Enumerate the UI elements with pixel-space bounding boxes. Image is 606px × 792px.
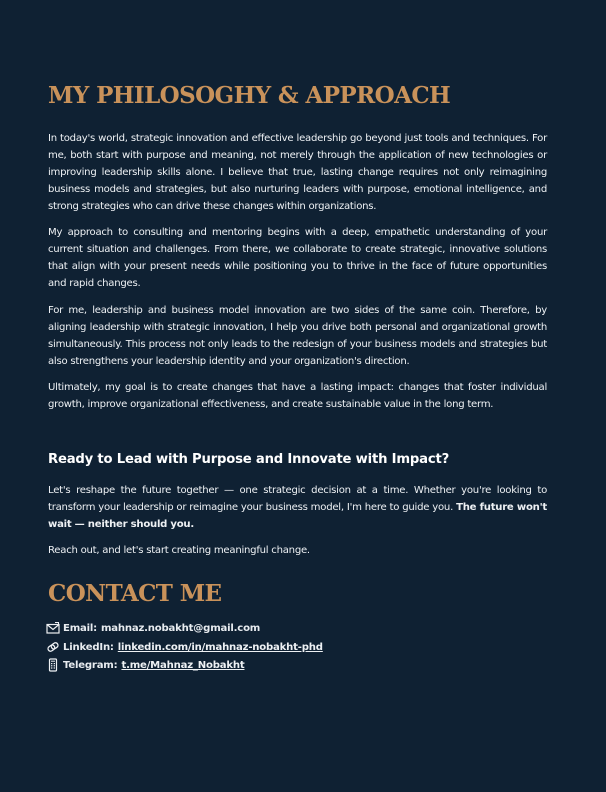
phone-icon: [46, 658, 60, 672]
contact-linkedin-row: [46, 640, 323, 654]
contact-heading: CONTACT ME: [48, 580, 222, 607]
cta-paragraph-text: Let's reshape the future together — one strategic decision at a time. Whether you're looking to transform your leadership or reimagine your business model, I'm here to guide you.: [48, 485, 547, 513]
link-icon: [46, 640, 60, 654]
telegram-link[interactable]: t.me/Mahnaz_Nobakht: [121, 659, 245, 671]
philosophy-paragraph-2: My approach to consulting and mentoring begins with a deep, empathetic understanding of your current situation and challenges. From there, we collaborate to create strategic, innovative solutions that align with your present needs while positioning you to thrive in the face of future opportunities and rapid changes.: [48, 227, 547, 289]
email-value[interactable]: mahnaz.nobakht@gmail.com: [100, 622, 261, 634]
philosophy-paragraph-1: In today's world, strategic innovation and effective leadership go beyond just tools and techniques. For me, both start with purpose and meaning, not merely through the application of new technologies or improving leadership skills alone. I believe that true, lasting change requires not only reimagining business models and strategies, but also nurturing leaders with purpose, emotional intelligence, and strong strategies who can drive these changes within organizations.: [48, 133, 547, 212]
linkedin-label: LinkedIn:: [63, 641, 114, 653]
contact-email-row: [46, 621, 260, 635]
telegram-label: Telegram:: [63, 659, 118, 671]
philosophy-paragraph-3: For me, leadership and business model innovation are two sides of the same coin. Therefore, by aligning leadership with strategic innovation, I help you drive both personal and organizational growth simultaneously. This process not only leads to the redesign of your business models and strategies but also strengthens your leadership identity and your organization's direction.: [48, 305, 547, 367]
philosophy-paragraph-4: Ultimately, my goal is to create changes that have a lasting impact: changes that foster individual growth, improve organizational effectiveness, and create sustainable value in the long term.: [48, 382, 547, 410]
cta-paragraph-emphasis: The future won't wait — neither should you.: [48, 502, 548, 530]
email-label: Email:: [63, 622, 97, 634]
linkedin-link[interactable]: linkedin.com/in/mahnaz-nobakht-phd: [117, 641, 323, 653]
cta-closing: Reach out, and let's start creating meaningful change.: [48, 545, 310, 556]
envelope-icon: [46, 621, 60, 635]
cta-paragraph: [48, 482, 547, 533]
philosophy-heading: MY PHILOSOGHY & APPROACH: [48, 82, 451, 109]
contact-telegram-row: [46, 658, 244, 672]
cta-heading: Ready to Lead with Purpose and Innovate with Impact?: [48, 452, 450, 467]
